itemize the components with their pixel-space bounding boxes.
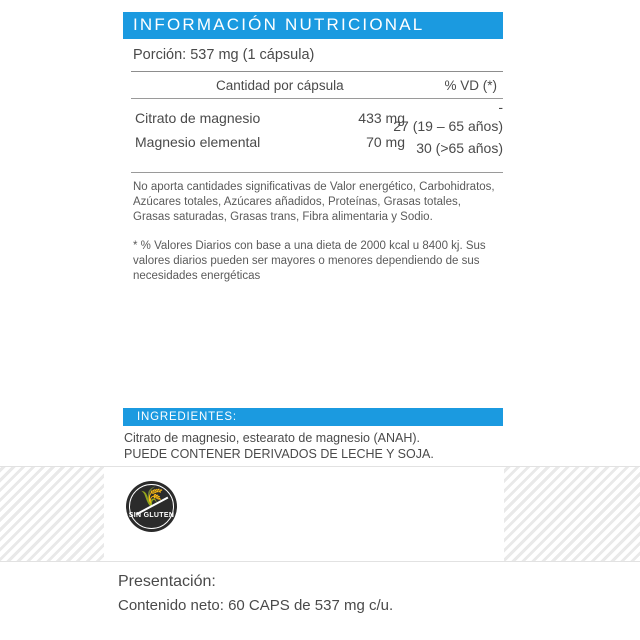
vd-value: - bbox=[498, 99, 503, 115]
ingredients-title: INGREDIENTES: bbox=[123, 408, 503, 426]
column-header-vd: % VD (*) bbox=[444, 78, 497, 93]
column-headers bbox=[131, 72, 503, 98]
gluten-free-seal-icon bbox=[126, 481, 177, 532]
nutrition-title: INFORMACIÓN NUTRICIONAL bbox=[123, 12, 503, 39]
presentation-content: Contenido neto: 60 CAPS de 537 mg c/u. bbox=[118, 597, 394, 614]
nutrient-rows bbox=[131, 99, 503, 172]
nutrient-amount: 433 mg bbox=[358, 110, 405, 126]
portion-line: Porción: 537 mg (1 cápsula) bbox=[133, 47, 315, 63]
striped-band bbox=[0, 466, 640, 562]
seal-label: SIN GLUTEN bbox=[128, 512, 175, 519]
ingredients-text bbox=[124, 430, 514, 462]
presentation-title: Presentación: bbox=[118, 573, 216, 590]
no-significant-amounts-note: No aporta cantidades significativas de Valor energético, Carbohidratos, Azúcares totales, Azúcares añadidos, Proteínas, Grasas totales, Grasas saturadas, Grasas trans, Fibra alimentaria y Sodio. bbox=[133, 181, 495, 223]
vd-value: 27 (19 – 65 años) bbox=[393, 118, 503, 134]
nutrient-amount: 70 mg bbox=[366, 134, 405, 150]
wheat-icon: 🌾 bbox=[140, 487, 163, 508]
ingredients-line-2: PUEDE CONTENER DERIVADOS DE LECHE Y SOJA. bbox=[124, 447, 434, 461]
ingredients-line-1: Citrato de magnesio, estearato de magnesio (ANAH). bbox=[124, 431, 420, 445]
column-header-amount: Cantidad por cápsula bbox=[216, 78, 344, 93]
nutrient-name: Citrato de magnesio bbox=[135, 110, 261, 126]
presentation-section bbox=[118, 570, 538, 618]
vd-values-column bbox=[371, 99, 503, 159]
vd-value: 30 (>65 años) bbox=[416, 140, 503, 156]
daily-values-note: * % Valores Diarios con base a una dieta de 2000 kcal u 8400 kj. Sus valores diarios pueden ser mayores o menores dependiendo de sus necesidades energéticas bbox=[133, 240, 486, 282]
nutrition-panel bbox=[123, 12, 503, 284]
nutrient-name: Magnesio elemental bbox=[135, 134, 261, 150]
